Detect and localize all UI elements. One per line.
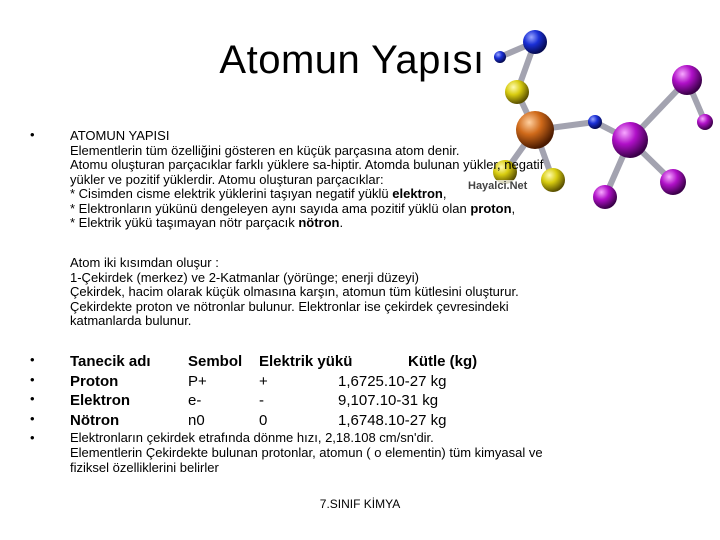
table-cell: 1,6748.10-27 kg [338, 411, 447, 429]
section-atom-structure [70, 129, 670, 231]
magenta-sphere-top [672, 65, 702, 95]
tail-line: Elementlerin Çekirdekte bulunan protonlar, atomun ( o elementin) tüm kimyasal ve [70, 445, 543, 460]
section-electron-notes [70, 430, 680, 475]
particle-item-proton: * Elektronların yükünü dengeleyen aynı sayıda ama pozitif yüklü olan proton, [70, 200, 516, 216]
section1-line: Elementlerin tüm özelliğini gösteren en küçük parçasına atom denir. [70, 142, 460, 158]
blue-sphere-top [523, 30, 547, 54]
tail-line: fiziksel özelliklerini belirler [70, 460, 219, 475]
table-header-cell: Tanecik adı [70, 353, 151, 370]
section2-line: Atom iki kısımdan oluşur : [70, 255, 219, 270]
table-header-cell: Elektrik yükü [259, 353, 353, 370]
slide-footer: 7.SINIF KİMYA [319, 497, 401, 511]
section2-line: Çekirdekte proton ve nötronlar bulunur. Elektronlar ise çekirdek çevresindeki [70, 298, 509, 314]
section1-heading: ATOMUN YAPISI [70, 128, 170, 143]
magenta-sphere-small [697, 114, 713, 130]
bullet-marker: • [30, 430, 35, 445]
table-cell: 1,6725.10-27 kg [338, 372, 447, 390]
bullet-marker: • [30, 391, 35, 406]
particle-item-neutron: * Elektrik yükü taşımayan nötr parçacık nötron. [70, 215, 344, 230]
section-atom-parts [70, 256, 670, 329]
bullet-marker: • [30, 410, 35, 426]
bullet-marker: • [30, 127, 35, 142]
table-cell: Proton [70, 372, 119, 390]
table-cell: + [259, 372, 268, 390]
table-cell: Nötron [70, 411, 120, 429]
bullet-marker: • [30, 371, 35, 387]
table-cell: 0 [259, 411, 268, 429]
yellow-sphere-upper [505, 80, 529, 104]
particle-item-electron: * Cisimden cisme elektrik yüklerini taşıyan negatif yüklü elektron, [70, 186, 447, 201]
section2-line: katmanlarda bulunur. [70, 313, 192, 328]
table-cell: 9,107.10-31 kg [338, 392, 439, 409]
section2-line: Çekirdek, hacim olarak küçük olmasına karşın, atomun tüm kütlesini oluşturur. [70, 284, 519, 299]
section1-line: yükler ve pozitif yüklerdir. Atomu oluşturan parçacıklar: [70, 171, 384, 187]
section1-line: Atomu oluşturan parçacıklar farklı yüklere sa-hiptir. Atomda bulunan yükler, negatif [70, 157, 544, 172]
table-cell: e- [188, 392, 202, 409]
blue-sphere-mid [588, 115, 602, 129]
slide-title-text: Atomun Yapısı [219, 38, 485, 82]
table-cell: P+ [188, 372, 207, 390]
bullet-marker: • [30, 352, 35, 367]
table-header-cell: Kütle (kg) [408, 353, 478, 370]
section2-line: 1-Çekirdek (merkez) ve 2-Katmanlar (yörünge; enerji düzeyi) [70, 269, 419, 285]
watermark-label: Hayalci.Net [468, 180, 528, 192]
tail-line: Elektronların çekirdek etrafında dönme hızı, 2,18.108 cm/sn'dir. [70, 430, 434, 445]
table-cell: - [259, 392, 264, 409]
blue-sphere-small [494, 51, 506, 63]
table-header-cell: Sembol [188, 353, 243, 370]
table-cell: Elektron [70, 392, 131, 409]
table-cell: n0 [188, 411, 205, 429]
